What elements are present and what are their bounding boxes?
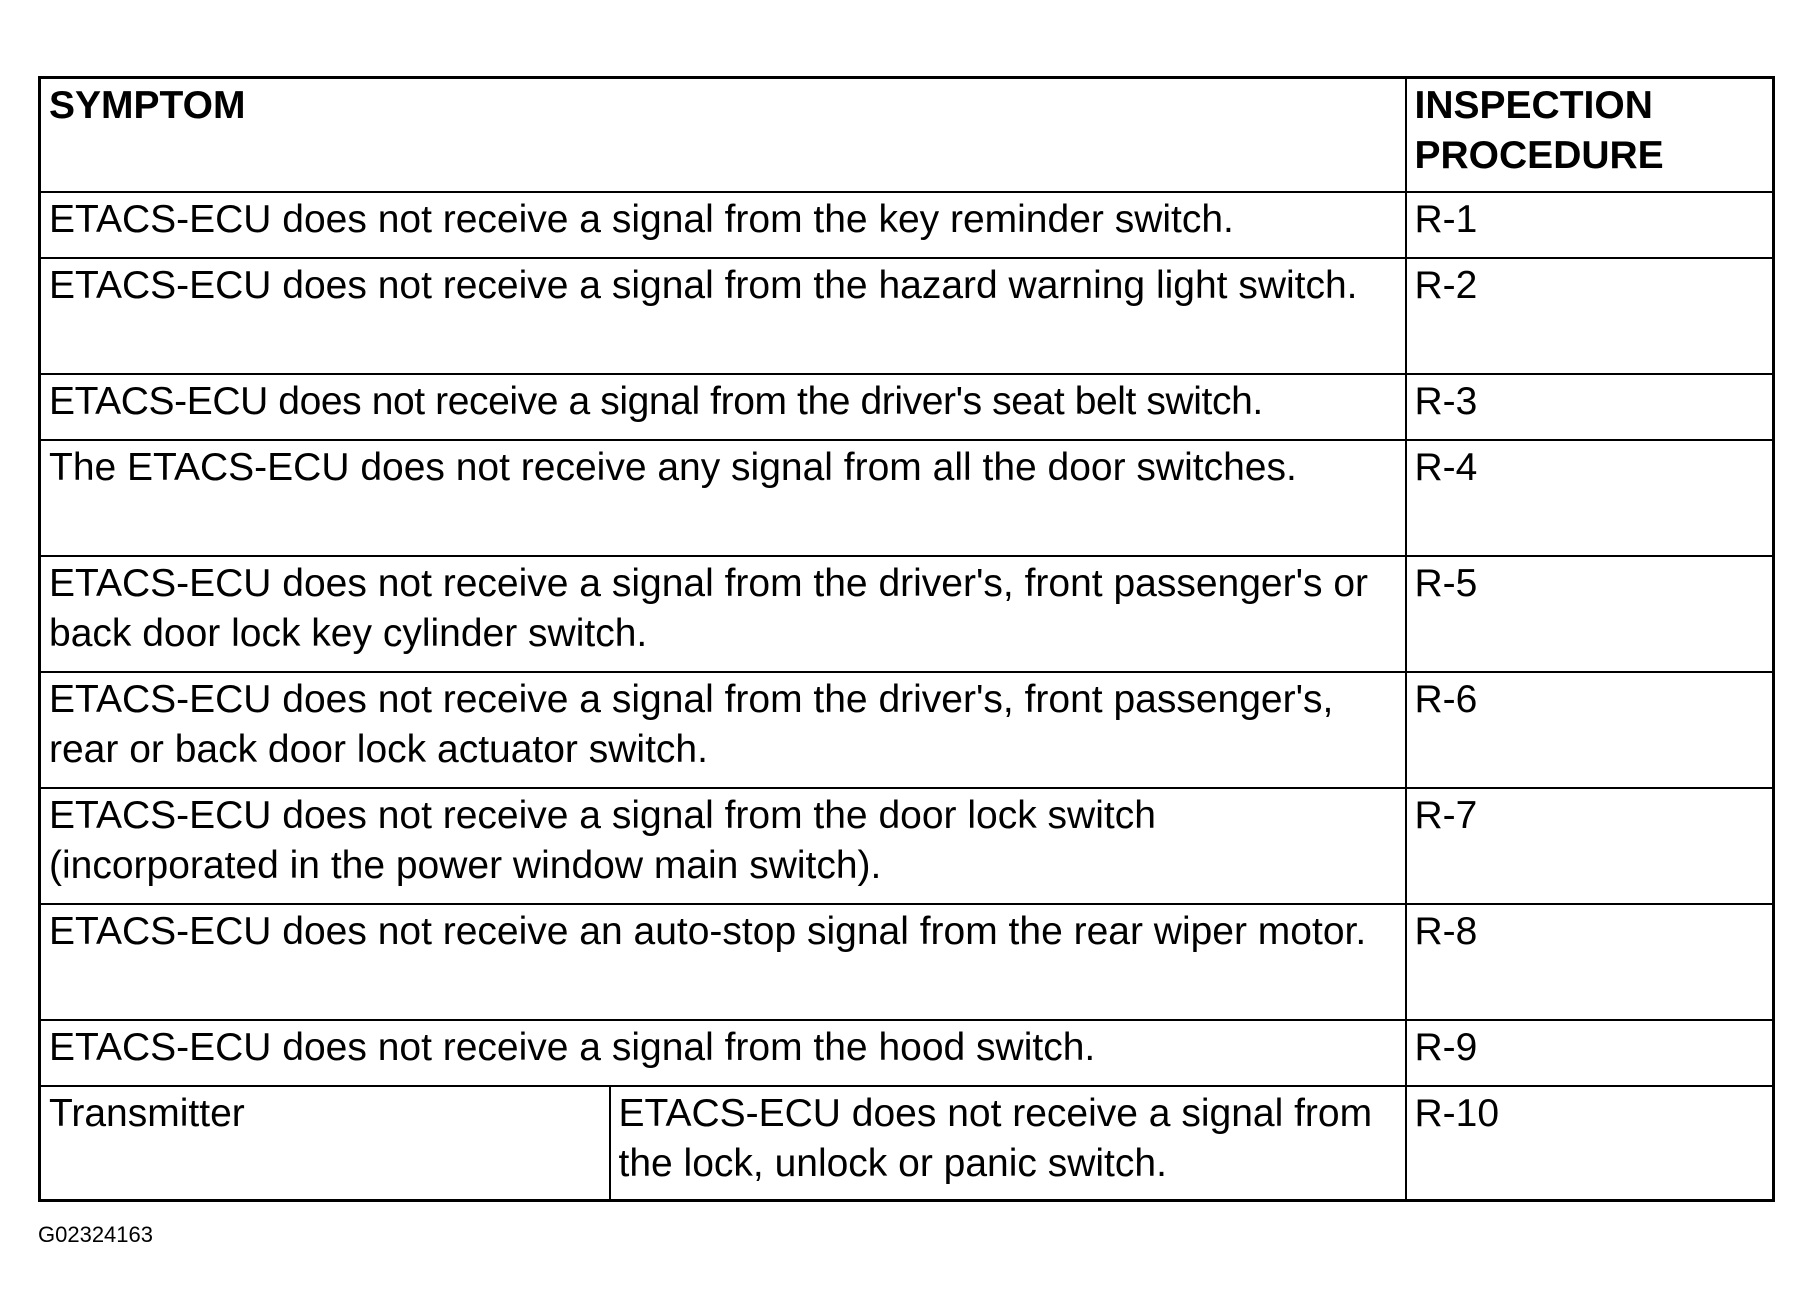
symptom-cell: ETACS-ECU does not receive a signal from the driver's, front passenger's or back door lock key cylinder switch.	[40, 556, 1406, 672]
table-row	[40, 258, 1774, 374]
table-row	[40, 904, 1774, 1020]
symptom-cell: ETACS-ECU does not receive a signal from the door lock switch (incorporated in the power window main switch).	[40, 788, 1406, 904]
table-row	[40, 1020, 1774, 1086]
inspection-header-line2: PROCEDURE	[1414, 134, 1664, 177]
procedure-cell: R-1	[1406, 192, 1774, 258]
table-row	[40, 374, 1774, 440]
table-row	[40, 556, 1774, 672]
symptom-table	[38, 76, 1775, 1202]
procedure-cell: R-6	[1406, 672, 1774, 788]
table-row	[40, 440, 1774, 556]
procedure-cell: R-8	[1406, 904, 1774, 1020]
procedure-cell: R-2	[1406, 258, 1774, 374]
inspection-header-line1: INSPECTION	[1414, 84, 1653, 127]
figure-id: G02324163	[38, 1222, 153, 1247]
inspection-procedure-header	[1406, 78, 1774, 193]
table-row	[40, 192, 1774, 258]
symptom-cell: ETACS-ECU does not receive a signal from the driver's, front passenger's, rear or back door lock actuator switch.	[40, 672, 1406, 788]
symptom-cell: ETACS-ECU does not receive a signal from the hazard warning light switch.	[40, 258, 1406, 374]
symptom-cell: ETACS-ECU does not receive an auto-stop signal from the rear wiper motor.	[40, 904, 1406, 1020]
procedure-cell: R-9	[1406, 1020, 1774, 1086]
table-row	[40, 672, 1774, 788]
symptom-cell: The ETACS-ECU does not receive any signal from all the door switches.	[40, 440, 1406, 556]
table-row	[40, 1086, 1774, 1201]
procedure-cell: R-10	[1406, 1086, 1774, 1201]
symptom-header: SYMPTOM	[40, 78, 1406, 193]
table-row	[40, 788, 1774, 904]
symptom-cell: ETACS-ECU does not receive a signal from the key reminder switch.	[40, 192, 1406, 258]
procedure-cell: R-3	[1406, 374, 1774, 440]
category-cell: Transmitter	[40, 1086, 610, 1201]
symptom-cell: ETACS-ECU does not receive a signal from the hood switch.	[40, 1020, 1406, 1086]
procedure-cell: R-7	[1406, 788, 1774, 904]
symptom-cell: ETACS-ECU does not receive a signal from the driver's seat belt switch.	[40, 374, 1406, 440]
procedure-cell: R-4	[1406, 440, 1774, 556]
procedure-cell: R-5	[1406, 556, 1774, 672]
header-row	[40, 78, 1774, 193]
symptom-cell: ETACS-ECU does not receive a signal from the lock, unlock or panic switch.	[610, 1086, 1406, 1201]
